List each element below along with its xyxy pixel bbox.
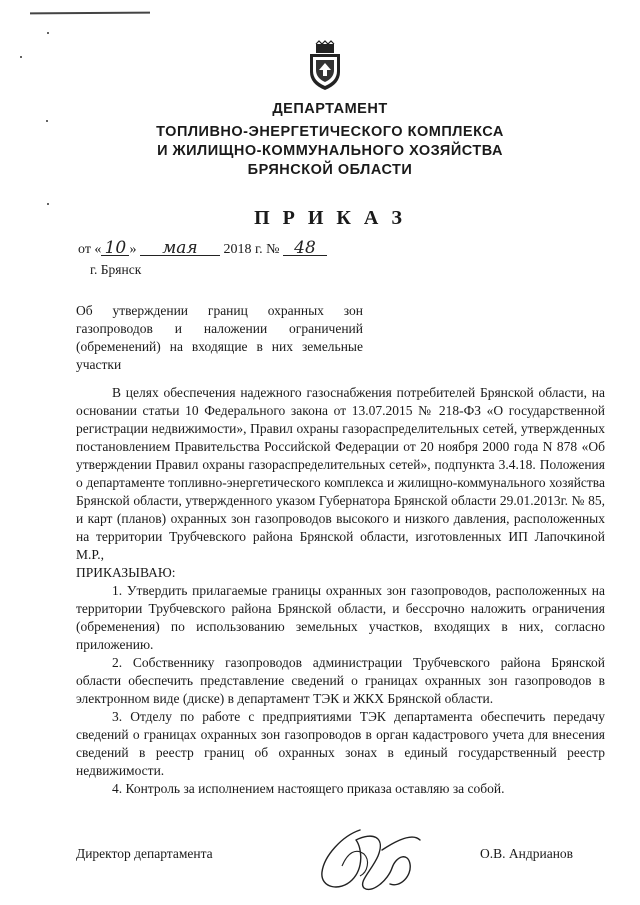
date-prefix: от « — [78, 242, 102, 257]
department-name-line1: ДЕПАРТАМЕНТ — [272, 101, 388, 117]
department-name-line4: БРЯНСКОЙ ОБЛАСТИ — [247, 162, 413, 178]
order-subject: Об утверждении границ охранных зон газопроводов и наложении ограничений (обременений) на входящие в них земельные участки — [76, 303, 363, 372]
scan-speck — [47, 32, 49, 34]
order-word: ПРИКАЗЫВАЮ: — [76, 565, 176, 580]
city: г. Брянск — [90, 262, 142, 277]
order-item-4: 4. Контроль за исполнением настоящего приказа оставляю за собой. — [112, 781, 505, 796]
date-day: 10 — [101, 241, 129, 256]
order-item-1: 1. Утвердить прилагаемые границы охранных зон газопроводов, расположенных на территории Трубчевского района Брянской области, и бессрочно наложить ограничения (обременения) по использованию земельных участков, входящих в них, согласно приложению. — [76, 583, 605, 652]
order-body — [76, 384, 605, 798]
department-name-line3: И ЖИЛИЩНО-КОММУНАЛЬНОГО ХОЗЯЙСТВА — [157, 143, 503, 159]
date-line — [78, 238, 327, 258]
scan-speck — [20, 56, 22, 58]
order-number: 48 — [283, 241, 327, 256]
scan-speck — [47, 203, 49, 205]
scan-artifact-line — [30, 12, 150, 15]
order-item-2: 2. Собственнику газопроводов администрации Трубчевского района Брянской области обеспечить представление сведений о границах охранных зон газопроводов в электронном виде (диске) в департамент ТЭК и ЖКХ Брянской области. — [76, 655, 605, 706]
order-item-3: 3. Отделу по работе с предприятиями ТЭК департамента обеспечить передачу сведений о границах охранных зон газопроводов в орган кадастрового учета для внесения сведений в реестр границ об охранных зонах в единый государственный реестр недвижимости. — [76, 709, 605, 778]
department-name-line2: ТОПЛИВНО-ЭНЕРГЕТИЧЕСКОГО КОМПЛЕКСА — [156, 124, 504, 140]
number-sign: № — [266, 242, 280, 257]
scan-speck — [46, 120, 48, 122]
date-year: 2018 г. — [223, 242, 263, 257]
date-quote-close: » — [129, 242, 137, 257]
document-type-title: П Р И К А З — [254, 207, 406, 229]
handwritten-signature — [312, 822, 428, 898]
preamble: В целях обеспечения надежного газоснабжения потребителей Брянской области, на основании статьи 10 Федерального закона от 13.07.2015 № 218-ФЗ «О государственной регистрации недвижимости», Правил охраны газораспределительных сетей, утвержденных постановлением Правительства Российской Федерации от 20 ноября 2000 года N 878 «Об утверждении Правил охраны газораспределительных сетей», подпункта 3.4.18. Положения о департаменте топливно-энергетического комплекса и жилищно-коммунального хозяйства Брянской области, утвержденного указом Губернатора Брянской области 29.01.2013г. № 85, и карт (планов) охранных зон газопроводов высокого и низкого давления, расположенных на территории Трубчевского района Брянской области, изготовленных ИП Лапочкиной М.Р., — [76, 385, 605, 562]
signatory-position: Директор департамента — [76, 846, 213, 861]
coat-of-arms-icon — [304, 40, 346, 92]
date-month: мая — [140, 241, 220, 256]
signatory-name: О.В. Андрианов — [480, 846, 574, 861]
